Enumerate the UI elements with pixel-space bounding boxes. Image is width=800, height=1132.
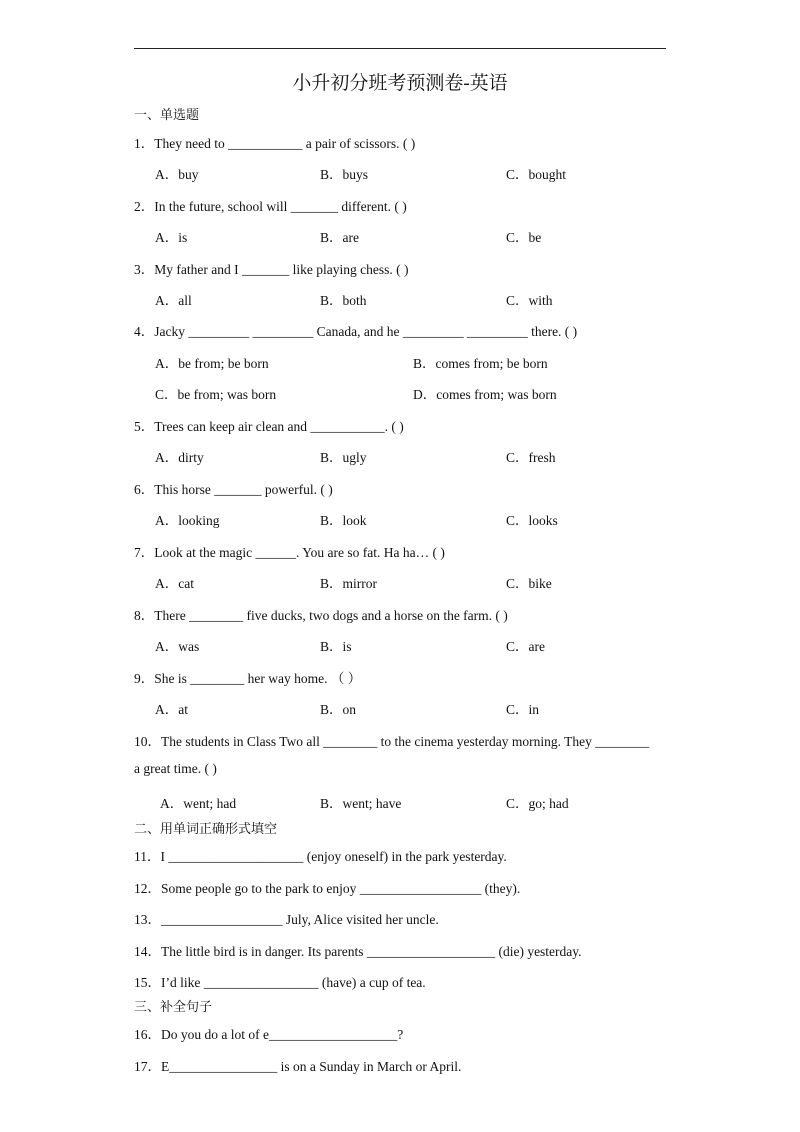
option-5a: A．dirty	[155, 450, 204, 465]
option-1a: A．buy	[155, 167, 199, 182]
option-10c: C．go; had	[506, 796, 569, 811]
fill-question-11: 11．I ____________________ (enjoy oneself) in the park yesterday.	[134, 849, 507, 864]
option-1b: B．buys	[320, 167, 369, 182]
section-heading: 三、补全句子	[134, 1000, 213, 1015]
section-heading: 一、单选题	[134, 108, 200, 123]
option-3a: A．all	[155, 293, 192, 308]
option-4b: B．comes from; be born	[413, 356, 548, 371]
complete-question-16: 16．Do you do a lot of e___________________?	[134, 1027, 404, 1042]
section-heading: 二、用单词正确形式填空	[134, 822, 278, 837]
fill-question-12: 12．Some people go to the park to enjoy __________________ (they).	[134, 881, 521, 896]
fill-question-13: 13．__________________ July, Alice visited her uncle.	[134, 912, 439, 927]
question-7: 7．Look at the magic ______. You are so fat. Ha ha… ( )	[134, 545, 445, 560]
option-6a: A．looking	[155, 513, 220, 528]
option-2a: A．is	[155, 230, 188, 245]
option-10b: B．went; have	[320, 796, 402, 811]
fill-question-14: 14．The little bird is in danger. Its parents ___________________ (die) yesterday.	[134, 944, 582, 959]
option-10a: A．went; had	[160, 796, 237, 811]
option-3b: B．both	[320, 293, 367, 308]
complete-question-17: 17．E________________ is on a Sunday in March or April.	[134, 1059, 462, 1074]
header-rule	[134, 48, 666, 49]
option-9c: C．in	[506, 702, 540, 717]
question-5: 5．Trees can keep air clean and ___________. ( )	[134, 419, 404, 434]
option-4c: C．be from; was born	[155, 387, 277, 402]
option-6b: B．look	[320, 513, 367, 528]
option-9a: A．at	[155, 702, 188, 717]
option-4d: D．comes from; was born	[413, 387, 557, 402]
option-2b: B．are	[320, 230, 359, 245]
option-1c: C．bought	[506, 167, 567, 182]
option-4a: A．be from; be born	[155, 356, 269, 371]
option-7b: B．mirror	[320, 576, 377, 591]
option-8a: A．was	[155, 639, 200, 654]
option-7a: A．cat	[155, 576, 194, 591]
option-9b: B．on	[320, 702, 357, 717]
question-9: 9．She is ________ her way home. （ ）	[134, 671, 362, 686]
option-5c: C．fresh	[506, 450, 556, 465]
question-1: 1．They need to ___________ a pair of scissors. ( )	[134, 136, 416, 151]
question-6: 6．This horse _______ powerful. ( )	[134, 482, 333, 497]
question-10-continued: a great time. ( )	[134, 761, 217, 776]
option-6c: C．looks	[506, 513, 558, 528]
option-3c: C．with	[506, 293, 553, 308]
question-2: 2．In the future, school will _______ different. ( )	[134, 199, 407, 214]
option-8b: B．is	[320, 639, 352, 654]
question-3: 3．My father and I _______ like playing chess. ( )	[134, 262, 409, 277]
page-title: 小升初分班考预测卷-英语	[292, 73, 508, 94]
option-7c: C．bike	[506, 576, 552, 591]
option-8c: C．are	[506, 639, 545, 654]
option-2c: C．be	[506, 230, 542, 245]
fill-question-15: 15．I’d like _________________ (have) a cup of tea.	[134, 975, 426, 990]
question-4: 4．Jacky _________ _________ Canada, and he _________ _________ there. ( )	[134, 324, 578, 339]
option-5b: B．ugly	[320, 450, 367, 465]
question-10: 10．The students in Class Two all ________ to the cinema yesterday morning. They ________	[134, 734, 650, 749]
question-8: 8．There ________ five ducks, two dogs and a horse on the farm. ( )	[134, 608, 508, 623]
